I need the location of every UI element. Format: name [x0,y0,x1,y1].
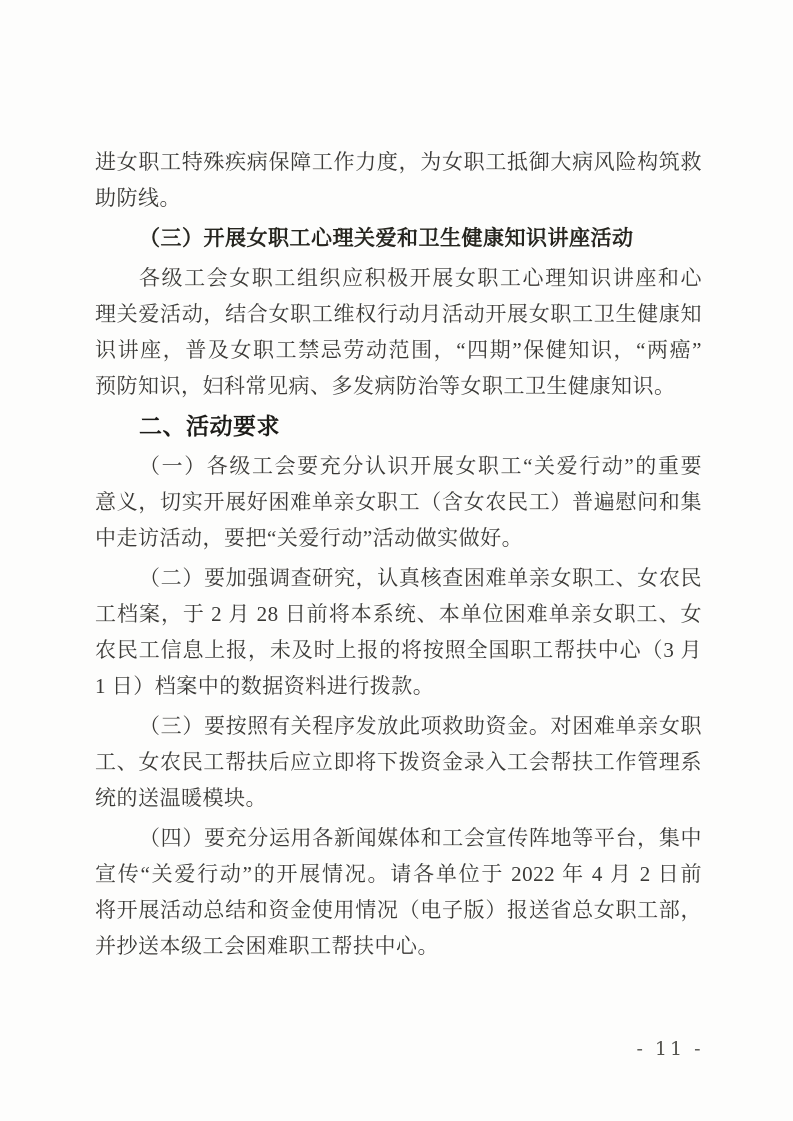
paragraph [95,560,702,704]
paragraph-continuation [95,144,702,216]
text-line: 意义，切实开展好困难单亲女职工（含女农民工）普遍慰问和集 [95,490,702,514]
text-line: （四）要充分运用各新闻媒体和工会宣传阵地等平台，集中 [139,826,702,850]
text-line: 宣传“关爱行动”的开展情况。请各单位于 2022 年 4 月 2 日前 [95,862,702,886]
text-line: 农民工信息上报，未及时上报的将按照全国职工帮扶中心（3 月 [95,638,702,662]
text-line: 进女职工特殊疾病保障工作力度，为女职工抵御大病风险构筑救 [95,150,702,174]
page-number: - 11 - [636,1038,704,1060]
text-line: 二、活动要求 [139,413,280,439]
text-line: 中走访活动，要把“关爱行动”活动做实做好。 [95,526,524,550]
text-line: 各级工会女职工组织应积极开展女职工心理知识讲座和心 [139,266,702,290]
text-line: 理关爱活动，结合女职工维权行动月活动开展女职工卫生健康知 [95,302,702,326]
text-line: 识讲座，普及女职工禁忌劳动范围，“四期”保健知识，“两癌” [95,338,702,362]
text-line: （三）开展女职工心理关爱和卫生健康知识讲座活动 [139,226,634,250]
text-line: 1 日）档案中的数据资料进行拨款。 [95,674,435,698]
text-line: （三）要按照有关程序发放此项救助资金。对困难单亲女职 [139,714,702,738]
text-line: （二）要加强调查研究，认真核查困难单亲女职工、女农民 [139,566,702,590]
paragraph [95,708,702,816]
text-line: 统的送温暖模块。 [95,786,267,810]
paragraph [95,448,702,556]
text-line: 预防知识，妇科常见病、多发病防治等女职工卫生健康知识。 [95,374,676,398]
section-heading-two [95,408,702,444]
text-line: 工、女农民工帮扶后应立即将下拨资金录入工会帮扶工作管理系 [95,750,702,774]
text-line: 并抄送本级工会困难职工帮扶中心。 [95,934,439,958]
paragraph [95,820,702,964]
text-line: 工档案，于 2 月 28 日前将本系统、本单位困难单亲女职工、女 [95,602,702,626]
text-line: 将开展活动总结和资金使用情况（电子版）报送省总女职工部， [95,898,702,922]
document-body [95,144,702,964]
text-line: （一）各级工会要充分认识开展女职工“关爱行动”的重要 [139,454,702,478]
section-heading-three [95,220,702,256]
text-line: 助防线。 [95,186,181,210]
paragraph [95,260,702,404]
